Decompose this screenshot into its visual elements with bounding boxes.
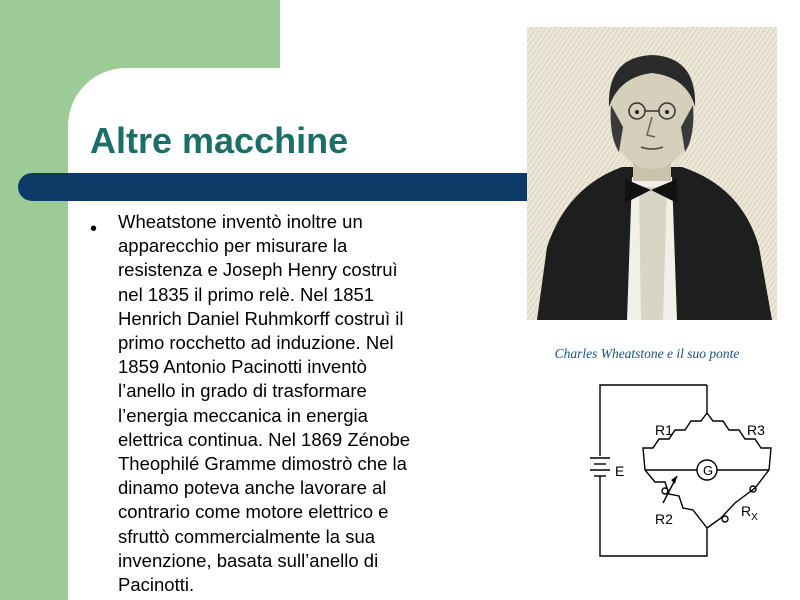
slide-body-text: Wheatstone inventò inoltre un apparecchio per misurare la resistenza e Joseph Henry costruì nel 1835 il primo relè. Nel 1851 Henrich Daniel Ruhmkorff costruì il primo rocchetto ad induzione. Nel 1859 Antonio Pacinotti inventò l’anello in grado di trasformare l’energia meccanica in energia elettrica continua. Nel 1869 Zénobe Theophilé Gramme dimostrò che la dinamo poteva anche lavorare al contrario come motore elettrico e sfruttò commercialmente la sua invenzione, basata sull’anello di Pacinotti. — [118, 211, 411, 596]
variable-resistor-arrow-icon — [671, 476, 677, 484]
image-caption: Charles Wheatstone e il suo ponte — [554, 346, 740, 361]
battery-label: E — [615, 463, 625, 479]
galvanometer-label: G — [703, 463, 714, 478]
bullet-icon: • — [90, 218, 98, 240]
rx-label: $R_X$ — [741, 503, 758, 523]
portrait-image — [527, 27, 777, 320]
portrait-engraving — [527, 27, 777, 320]
r2-label: R2 — [655, 511, 673, 527]
r1-label: R1 — [655, 422, 673, 438]
title-underline-bar — [18, 173, 538, 201]
background-band — [0, 0, 280, 70]
wheatstone-bridge-diagram — [585, 378, 780, 563]
slide-title: Altre macchine — [90, 120, 349, 161]
r3-label: R3 — [747, 422, 765, 438]
